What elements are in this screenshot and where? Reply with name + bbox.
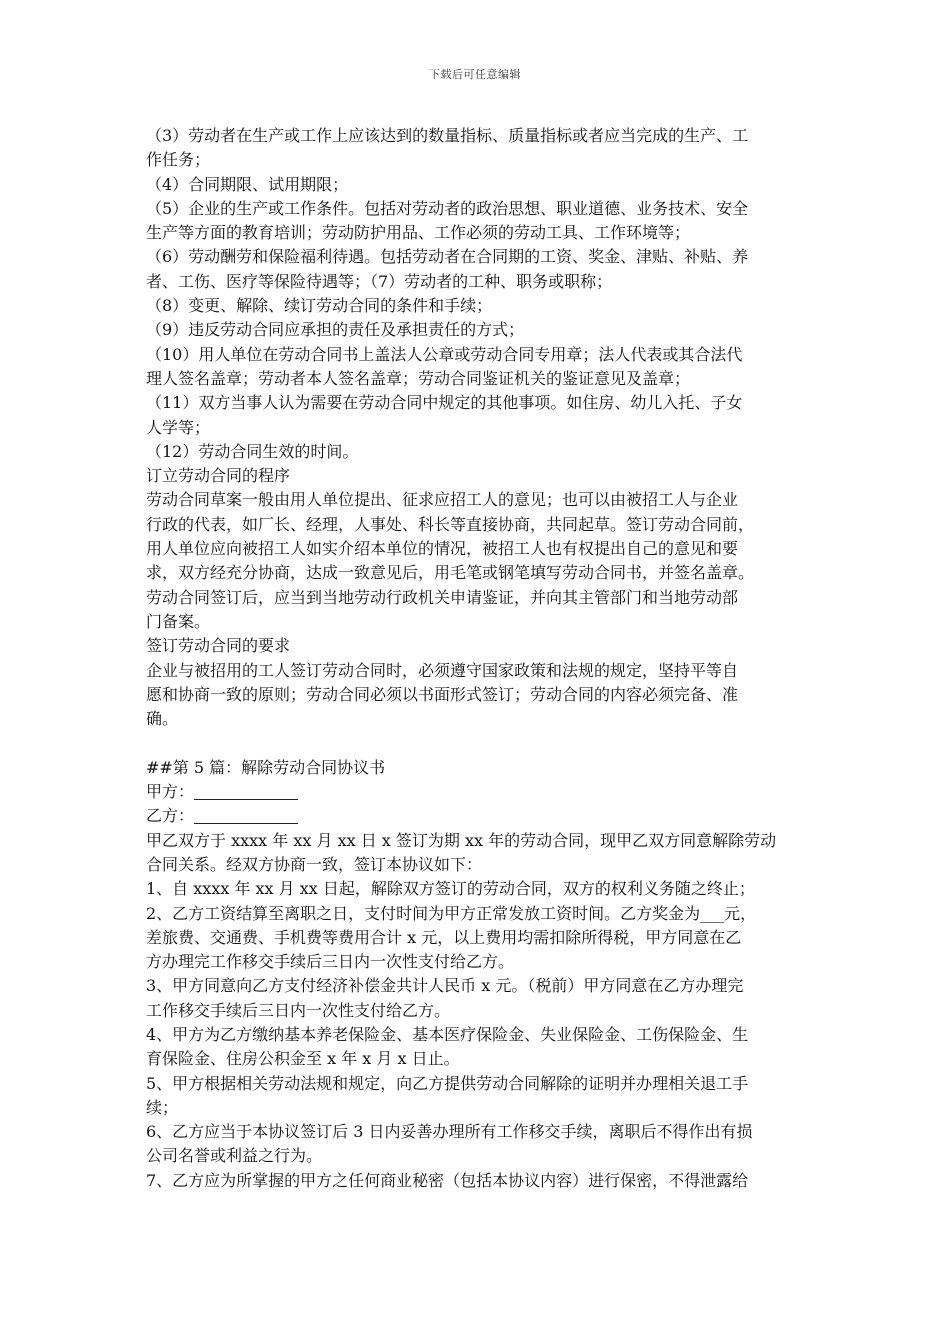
- text-line: 确。: [146, 709, 179, 729]
- party-a-label: 甲方：: [146, 782, 195, 802]
- section-subheading: 签订劳动合同的要求: [146, 636, 291, 656]
- agreement-line: 育保险金、住房公积金至 x 年 x 月 x 日止。: [146, 1049, 460, 1069]
- text-line: （10）用人单位在劳动合同书上盖法人公章或劳动合同专用章；法人代表或其合法代: [146, 344, 743, 364]
- agreement-line: 甲乙双方于 xxxx 年 xx 月 xx 日 x 签订为期 xx 年的劳动合同，现甲乙双方同意解除劳动: [146, 830, 777, 850]
- party-b-line: [146, 804, 806, 828]
- text-line: （11）双方当事人认为需要在劳动合同中规定的其他事项。如住房、幼儿入托、子女: [146, 393, 743, 413]
- party-a-line: [146, 780, 806, 804]
- text-line: 作任务；: [146, 150, 211, 170]
- agreement-line: 工作移交手续后三日内一次性支付给乙方。: [146, 1000, 451, 1020]
- text-line: 求，双方经充分协商，达成一致意见后，用毛笔或钢笔填写劳动合同书，并签名盖章。: [146, 563, 755, 583]
- paragraph-spacer: [146, 731, 806, 755]
- text-line: 理人签名盖章；劳动者本人签名盖章；劳动合同鉴证机关的鉴证意见及盖章；: [146, 368, 691, 388]
- agreement-line: 续；: [146, 1097, 179, 1117]
- agreement-line: 2、乙方工资结算至离职之日，支付时间为甲方正常发放工资时间。乙方奖金为___元，: [146, 903, 757, 923]
- document-body: [146, 124, 806, 1193]
- agreement-line: 5、甲方根据相关劳动法规和规定，向乙方提供劳动合同解除的证明并办理相关退工手: [146, 1073, 749, 1093]
- text-line: 行政的代表，如厂长、经理，人事处、科长等直接协商，共同起草。签订劳动合同前，: [146, 514, 755, 534]
- section-heading: ##第 5 篇：解除劳动合同协议书: [146, 757, 386, 777]
- agreement-line: 7、乙方应为所掌握的甲方之任何商业秘密（包括本协议内容）进行保密，不得泄露给: [146, 1170, 749, 1190]
- text-line: （5）企业的生产或工作条件。包括对劳动者的政治思想、职业道德、业务技术、安全: [146, 198, 749, 218]
- text-line: 者、工伤、医疗等保险待遇等；（7）劳动者的工种、职务或职称；: [146, 271, 613, 291]
- agreement-line: 4、甲方为乙方缴纳基本养老保险金、基本医疗保险金、失业保险金、工伤保险金、生: [146, 1024, 749, 1044]
- party-b-label: 乙方：: [146, 806, 195, 826]
- text-line: （12）劳动合同生效的时间。: [146, 441, 359, 461]
- party-a-blank: [194, 783, 298, 800]
- agreement-line: 1、自 xxxx 年 xx 月 xx 日起，解除双方签订的劳动合同，双方的权利义务随之终止；: [146, 879, 755, 899]
- party-b-blank: [194, 807, 298, 824]
- agreement-line: 6、乙方应当于本协议签订后 3 日内妥善办理所有工作移交手续，离职后不得作出有损: [146, 1122, 753, 1142]
- text-line: 用人单位应向被招工人如实介绍本单位的情况，被招工人也有权提出自己的意见和要: [146, 539, 739, 559]
- text-line: （3）劳动者在生产或工作上应该达到的数量指标、质量指标或者应当完成的生产、工: [146, 126, 749, 145]
- text-line: （9）违反劳动合同应承担的责任及承担责任的方式；: [146, 320, 525, 340]
- section-subheading: 订立劳动合同的程序: [146, 466, 291, 486]
- text-line: 劳动合同签订后，应当到当地劳动行政机关申请鉴证，并向其主管部门和当地劳动部: [146, 587, 739, 607]
- text-line: （4）合同期限、试用期限；: [146, 174, 349, 194]
- agreement-line: 合同关系。经双方协商一致，签订本协议如下：: [146, 854, 483, 874]
- agreement-line: 方办理完工作移交手续后三日内一次性支付给乙方。: [146, 952, 515, 972]
- agreement-line: 差旅费、交通费、手机费等费用合计 x 元，以上费用均需扣除所得税，甲方同意在乙: [146, 927, 742, 947]
- page-header: 下载后可任意编辑: [429, 68, 521, 81]
- text-line: 愿和协商一致的原则；劳动合同必须以书面形式签订；劳动合同的内容必须完备、准: [146, 684, 739, 704]
- text-line: （6）劳动酬劳和保险福利待遇。包括劳动者在合同期的工资、奖金、津贴、补贴、养: [146, 247, 749, 267]
- agreement-line: 3、甲方同意向乙方支付经济补偿金共计人民币 x 元。（税前）甲方同意在乙方办理完: [146, 976, 744, 996]
- text-line: 企业与被招用的工人签订劳动合同时，必须遵守国家政策和法规的规定，坚持平等自: [146, 660, 739, 680]
- text-line: 劳动合同草案一般由用人单位提出、征求应招工人的意见；也可以由被招工人与企业: [146, 490, 739, 510]
- text-line: （8）变更、解除、续订劳动合同的条件和手续；: [146, 296, 493, 316]
- text-line: 生产等方面的教育培训；劳动防护用品、工作必须的劳动工具、工作环境等；: [146, 223, 691, 243]
- text-line: 人学等；: [146, 417, 211, 437]
- agreement-line: 公司名誉或利益之行为。: [146, 1146, 323, 1166]
- text-line: 门备案。: [146, 611, 211, 631]
